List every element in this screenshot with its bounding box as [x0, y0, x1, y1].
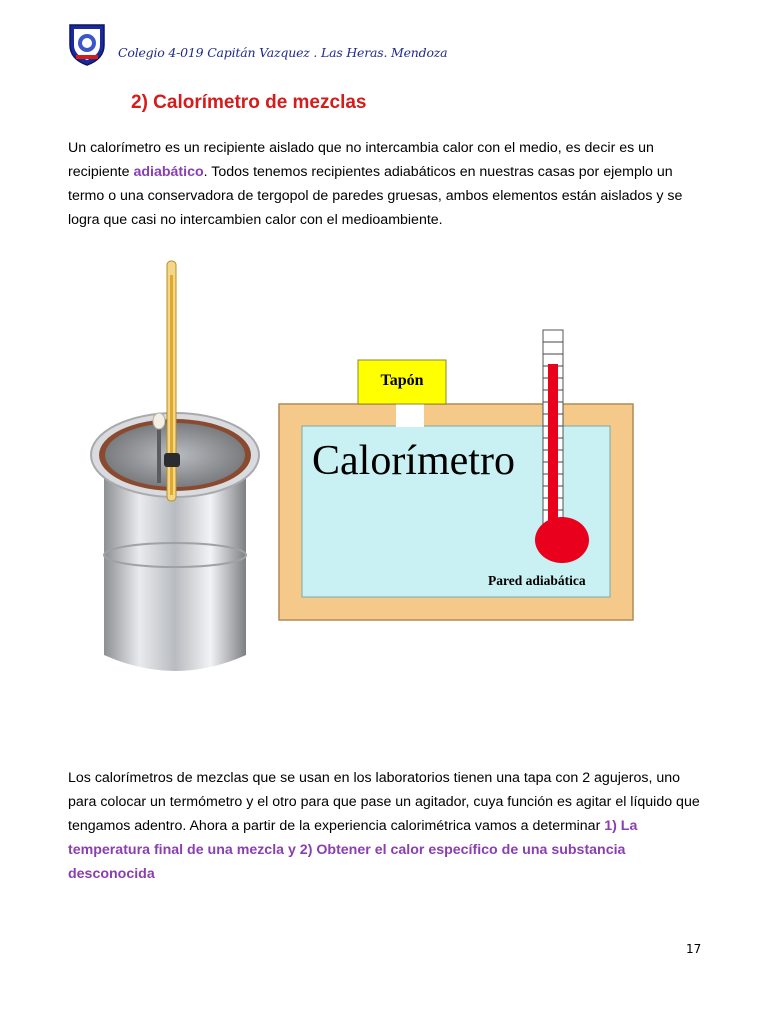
calorimeter-photo [88, 255, 268, 685]
page-number: 17 [686, 942, 702, 956]
intro-paragraph [68, 136, 708, 232]
wall-label: Pared adiabática [488, 573, 586, 588]
lid-label: Tapón [380, 372, 424, 389]
adiabatic-highlight: adiabático [133, 164, 204, 180]
mixing-paragraph [68, 766, 708, 886]
objectives-highlight: 1) La temperatura final de una mezcla y 2) Obtener el calor específico de una substancia desconocida [68, 818, 638, 882]
mercury-bulb [535, 517, 589, 563]
section-title: 2) Calorímetro de mezclas [131, 92, 367, 113]
school-name: Colegio 4-019 Capitán Vazquez . Las Heras. Mendoza [118, 45, 448, 60]
calorimeter-diagram [278, 328, 638, 624]
intro-text-start: Un calorímetro es un recipiente aislado que no intercambia calor con el medio, es decir es un recipiente [68, 140, 654, 180]
mercury-column [548, 364, 558, 544]
school-crest-icon [66, 21, 108, 67]
mixing-text: Los calorímetros de mezclas que se usan en los laboratorios tienen una tapa con 2 agujeros, uno para colocar un termómetro y el otro para que pase un agitador, cuya función es agitar el líquido que tengamos adentro. Ahora a partir de la experiencia calorimétrica vamos a determinar [68, 770, 700, 834]
calorimeter-label: Calorímetro [312, 438, 515, 484]
intro-text-end: . Todos tenemos recipientes adiabáticos en nuestras casas por ejemplo un termo o una conservadora de tergopol de paredes gruesas, ambos elementos están aislados y se logra que casi no intercambien calor con el medioambiente. [68, 164, 683, 228]
header [66, 20, 108, 68]
